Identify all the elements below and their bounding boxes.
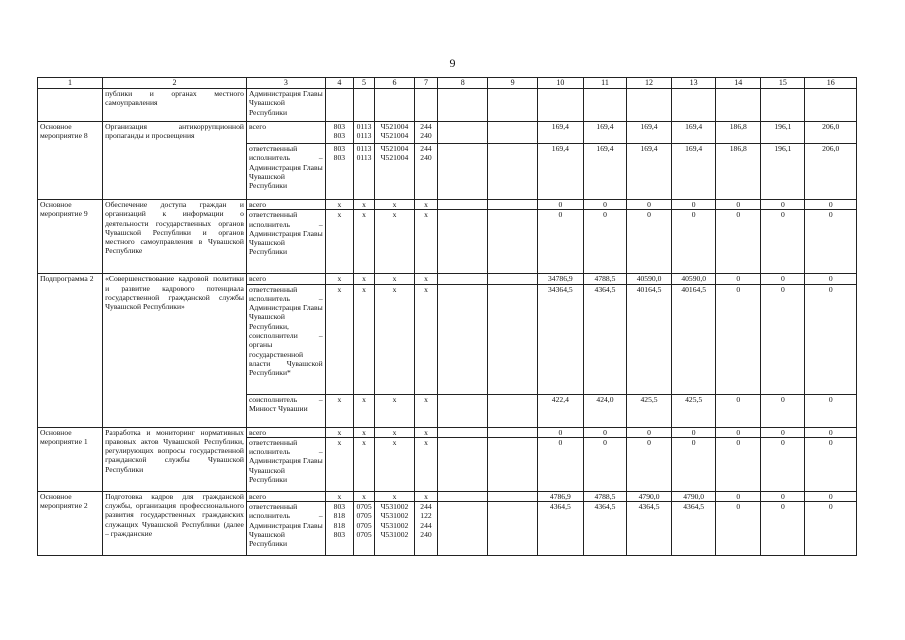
program-cell: Подпрограмма 2 bbox=[38, 274, 103, 427]
value-cell: 0 bbox=[537, 427, 583, 437]
value-cell: 4788,5 bbox=[583, 491, 626, 501]
expense-type-cell bbox=[414, 89, 437, 122]
section-cell: x bbox=[354, 210, 375, 274]
expense-type-cell: x bbox=[414, 200, 437, 210]
header-cell: 5 bbox=[354, 78, 375, 89]
value-cell: 424,0 bbox=[583, 394, 626, 427]
description-cell: публики и органах местного самоуправления bbox=[103, 89, 247, 122]
value-cell: 169,4 bbox=[583, 122, 626, 144]
target-article-cell: x bbox=[375, 394, 415, 427]
value-cell: 169,4 bbox=[626, 122, 671, 144]
executor-cell: ответственный исполнитель – Администрация Главы Чувашской Республики bbox=[246, 210, 325, 274]
empty-cell bbox=[488, 122, 537, 144]
value-cell: 206,0 bbox=[805, 144, 857, 200]
value-cell bbox=[805, 89, 857, 122]
value-cell bbox=[761, 89, 805, 122]
target-article-cell: x bbox=[375, 210, 415, 274]
value-cell: 0 bbox=[537, 210, 583, 274]
executor-cell: ответственный исполнитель – Администрация Главы Чувашской Республики, соисполнители – органы государственной власти Чувашской Республики* bbox=[246, 284, 325, 394]
value-cell bbox=[672, 89, 716, 122]
value-cell: 0 bbox=[672, 437, 716, 491]
header-cell: 15 bbox=[761, 78, 805, 89]
value-cell: 4786,9 bbox=[537, 491, 583, 501]
section-cell: x bbox=[354, 427, 375, 437]
expense-type-cell: 244 240 bbox=[414, 122, 437, 144]
header-cell: 4 bbox=[325, 78, 353, 89]
empty-cell bbox=[488, 437, 537, 491]
target-article-cell: x bbox=[375, 491, 415, 501]
value-cell: 4364,5 bbox=[537, 502, 583, 556]
value-cell: 4364,5 bbox=[583, 284, 626, 394]
description-cell: Подготовка кадров для гражданской службы, организация профессионального развития государственных гражданских служащих Чувашской Республики (далее – гражданские bbox=[103, 491, 247, 555]
empty-cell bbox=[438, 491, 488, 501]
section-cell: 0113 0113 bbox=[354, 144, 375, 200]
grbs-cell: x bbox=[325, 437, 353, 491]
value-cell: 0 bbox=[716, 274, 761, 284]
value-cell: 169,4 bbox=[672, 122, 716, 144]
grbs-cell bbox=[325, 89, 353, 122]
value-cell: 0 bbox=[626, 437, 671, 491]
value-cell: 196,1 bbox=[761, 122, 805, 144]
value-cell: 34364,5 bbox=[537, 284, 583, 394]
description-cell: Разработка и мониторинг нормативных правовых актов Чувашской Республики, регулирующих вопросы государственной гражданской службы Чувашской Республики bbox=[103, 427, 247, 491]
header-cell: 10 bbox=[537, 78, 583, 89]
section-cell: x bbox=[354, 284, 375, 394]
program-cell: Основное мероприятие 2 bbox=[38, 491, 103, 555]
expense-type-cell: x bbox=[414, 284, 437, 394]
header-cell: 14 bbox=[716, 78, 761, 89]
grbs-cell: 803 803 bbox=[325, 122, 353, 144]
value-cell: 4364,5 bbox=[583, 502, 626, 556]
value-cell: 34786,9 bbox=[537, 274, 583, 284]
value-cell: 0 bbox=[761, 502, 805, 556]
empty-cell bbox=[438, 274, 488, 284]
value-cell: 0 bbox=[626, 200, 671, 210]
target-article-cell bbox=[375, 89, 415, 122]
value-cell: 0 bbox=[672, 427, 716, 437]
empty-cell bbox=[488, 502, 537, 556]
expense-type-cell: x bbox=[414, 210, 437, 274]
value-cell: 4788,5 bbox=[583, 274, 626, 284]
value-cell: 0 bbox=[805, 491, 857, 501]
value-cell: 0 bbox=[761, 394, 805, 427]
value-cell: 0 bbox=[761, 491, 805, 501]
executor-cell: всего bbox=[246, 274, 325, 284]
section-cell: x bbox=[354, 200, 375, 210]
empty-cell bbox=[438, 284, 488, 394]
header-cell: 12 bbox=[626, 78, 671, 89]
value-cell: 0 bbox=[805, 210, 857, 274]
empty-cell bbox=[438, 210, 488, 274]
value-cell: 0 bbox=[716, 427, 761, 437]
executor-cell: ответственный исполнитель – Администрация Главы Чувашской Республики bbox=[246, 502, 325, 556]
empty-cell bbox=[488, 427, 537, 437]
expense-type-cell: x bbox=[414, 427, 437, 437]
expense-type-cell: x bbox=[414, 394, 437, 427]
value-cell: 0 bbox=[805, 284, 857, 394]
value-cell: 0 bbox=[583, 427, 626, 437]
value-cell: 0 bbox=[583, 200, 626, 210]
value-cell: 196,1 bbox=[761, 144, 805, 200]
empty-cell bbox=[488, 89, 537, 122]
executor-cell: всего bbox=[246, 200, 325, 210]
table-row bbox=[38, 427, 857, 437]
value-cell: 0 bbox=[805, 502, 857, 556]
header-cell: 9 bbox=[488, 78, 537, 89]
grbs-cell: x bbox=[325, 274, 353, 284]
header-cell: 8 bbox=[438, 78, 488, 89]
value-cell: 4364,5 bbox=[626, 502, 671, 556]
section-cell: 0705 0705 0705 0705 bbox=[354, 502, 375, 556]
value-cell: 0 bbox=[672, 210, 716, 274]
description-cell: Обеспечение доступа граждан и организаций к информации о деятельности государственных органов Чувашской Республики и органов местного самоуправления в Чувашской Республике bbox=[103, 200, 247, 274]
table-row bbox=[38, 89, 857, 122]
target-article-cell: Ч521004 Ч521004 bbox=[375, 144, 415, 200]
description-cell: Организация антикоррупционной пропаганды и просвещения bbox=[103, 122, 247, 200]
value-cell: 0 bbox=[761, 284, 805, 394]
empty-cell bbox=[438, 394, 488, 427]
value-cell: 186,8 bbox=[716, 122, 761, 144]
grbs-cell: 803 803 bbox=[325, 144, 353, 200]
value-cell: 0 bbox=[716, 284, 761, 394]
table-row bbox=[38, 491, 857, 501]
value-cell: 40590,0 bbox=[672, 274, 716, 284]
value-cell: 0 bbox=[716, 200, 761, 210]
value-cell: 169,4 bbox=[672, 144, 716, 200]
description-cell: «Совершенствование кадровой политики и развитие кадрового потенциала государственной гражданской службы Чувашской Республики» bbox=[103, 274, 247, 427]
value-cell: 425,5 bbox=[672, 394, 716, 427]
grbs-cell: x bbox=[325, 394, 353, 427]
empty-cell bbox=[488, 210, 537, 274]
executor-cell: соисполнитель – Минюст Чувашии bbox=[246, 394, 325, 427]
section-cell bbox=[354, 89, 375, 122]
value-cell bbox=[716, 89, 761, 122]
executor-cell: Администрация Главы Чувашской Республики bbox=[246, 89, 325, 122]
value-cell: 169,4 bbox=[626, 144, 671, 200]
target-article-cell: x bbox=[375, 284, 415, 394]
empty-cell bbox=[438, 89, 488, 122]
program-cell: Основное мероприятие 9 bbox=[38, 200, 103, 274]
value-cell: 0 bbox=[761, 210, 805, 274]
value-cell: 0 bbox=[805, 274, 857, 284]
value-cell: 0 bbox=[716, 210, 761, 274]
header-cell: 16 bbox=[805, 78, 857, 89]
executor-cell: всего bbox=[246, 491, 325, 501]
section-cell: x bbox=[354, 274, 375, 284]
value-cell: 169,4 bbox=[537, 122, 583, 144]
section-cell: 0113 0113 bbox=[354, 122, 375, 144]
empty-cell bbox=[438, 122, 488, 144]
value-cell: 0 bbox=[761, 437, 805, 491]
value-cell: 40164,5 bbox=[672, 284, 716, 394]
empty-cell bbox=[488, 144, 537, 200]
value-cell: 40164,5 bbox=[626, 284, 671, 394]
grbs-cell: x bbox=[325, 491, 353, 501]
value-cell: 0 bbox=[805, 427, 857, 437]
value-cell: 206,0 bbox=[805, 122, 857, 144]
grbs-cell: x bbox=[325, 284, 353, 394]
program-cell: Основное мероприятие 8 bbox=[38, 122, 103, 200]
header-cell: 11 bbox=[583, 78, 626, 89]
value-cell: 0 bbox=[805, 437, 857, 491]
value-cell: 0 bbox=[583, 210, 626, 274]
value-cell: 422,4 bbox=[537, 394, 583, 427]
value-cell: 169,4 bbox=[583, 144, 626, 200]
executor-cell: всего bbox=[246, 427, 325, 437]
header-cell: 2 bbox=[103, 78, 247, 89]
table-row bbox=[38, 274, 857, 284]
value-cell: 0 bbox=[761, 200, 805, 210]
value-cell bbox=[537, 89, 583, 122]
expense-type-cell: x bbox=[414, 274, 437, 284]
grbs-cell: x bbox=[325, 200, 353, 210]
value-cell: 425,5 bbox=[626, 394, 671, 427]
value-cell: 4790,0 bbox=[672, 491, 716, 501]
value-cell: 0 bbox=[761, 427, 805, 437]
budget-table bbox=[37, 77, 857, 556]
value-cell: 0 bbox=[761, 274, 805, 284]
target-article-cell: x bbox=[375, 200, 415, 210]
expense-type-cell: x bbox=[414, 491, 437, 501]
target-article-cell: Ч521004 Ч521004 bbox=[375, 122, 415, 144]
value-cell: 169,4 bbox=[537, 144, 583, 200]
section-cell: x bbox=[354, 491, 375, 501]
header-cell: 1 bbox=[38, 78, 103, 89]
header-row bbox=[38, 78, 857, 89]
program-cell bbox=[38, 89, 103, 122]
value-cell: 4790,0 bbox=[626, 491, 671, 501]
empty-cell bbox=[488, 491, 537, 501]
executor-cell: всего bbox=[246, 122, 325, 144]
executor-cell: ответственный исполнитель – Администрация Главы Чувашской Республики bbox=[246, 437, 325, 491]
empty-cell bbox=[438, 427, 488, 437]
target-article-cell: Ч531002 Ч531002 Ч531002 Ч531002 bbox=[375, 502, 415, 556]
value-cell: 0 bbox=[537, 437, 583, 491]
executor-cell: ответственный исполнитель – Администрация Главы Чувашской Республики bbox=[246, 144, 325, 200]
expense-type-cell: x bbox=[414, 437, 437, 491]
value-cell: 0 bbox=[626, 427, 671, 437]
empty-cell bbox=[488, 200, 537, 210]
program-cell: Основное мероприятие 1 bbox=[38, 427, 103, 491]
empty-cell bbox=[488, 284, 537, 394]
section-cell: x bbox=[354, 394, 375, 427]
value-cell: 0 bbox=[583, 437, 626, 491]
value-cell: 186,8 bbox=[716, 144, 761, 200]
grbs-cell: x bbox=[325, 210, 353, 274]
table-row bbox=[38, 122, 857, 144]
value-cell: 0 bbox=[805, 394, 857, 427]
value-cell: 4364,5 bbox=[672, 502, 716, 556]
target-article-cell: x bbox=[375, 427, 415, 437]
empty-cell bbox=[488, 394, 537, 427]
value-cell: 0 bbox=[716, 394, 761, 427]
expense-type-cell: 244 240 bbox=[414, 144, 437, 200]
value-cell: 0 bbox=[626, 210, 671, 274]
value-cell bbox=[583, 89, 626, 122]
value-cell: 0 bbox=[672, 200, 716, 210]
header-cell: 3 bbox=[246, 78, 325, 89]
grbs-cell: 803 818 818 803 bbox=[325, 502, 353, 556]
section-cell: x bbox=[354, 437, 375, 491]
target-article-cell: x bbox=[375, 437, 415, 491]
header-cell: 7 bbox=[414, 78, 437, 89]
empty-cell bbox=[438, 502, 488, 556]
header-cell: 6 bbox=[375, 78, 415, 89]
table-row bbox=[38, 200, 857, 210]
header-cell: 13 bbox=[672, 78, 716, 89]
empty-cell bbox=[438, 437, 488, 491]
grbs-cell: x bbox=[325, 427, 353, 437]
value-cell: 0 bbox=[716, 437, 761, 491]
value-cell: 40590,0 bbox=[626, 274, 671, 284]
value-cell: 0 bbox=[537, 200, 583, 210]
page-number: 9 bbox=[449, 56, 456, 70]
empty-cell bbox=[438, 144, 488, 200]
value-cell: 0 bbox=[716, 491, 761, 501]
target-article-cell: x bbox=[375, 274, 415, 284]
expense-type-cell: 244 122 244 240 bbox=[414, 502, 437, 556]
empty-cell bbox=[438, 200, 488, 210]
value-cell: 0 bbox=[805, 200, 857, 210]
value-cell bbox=[626, 89, 671, 122]
value-cell: 0 bbox=[716, 502, 761, 556]
empty-cell bbox=[488, 274, 537, 284]
